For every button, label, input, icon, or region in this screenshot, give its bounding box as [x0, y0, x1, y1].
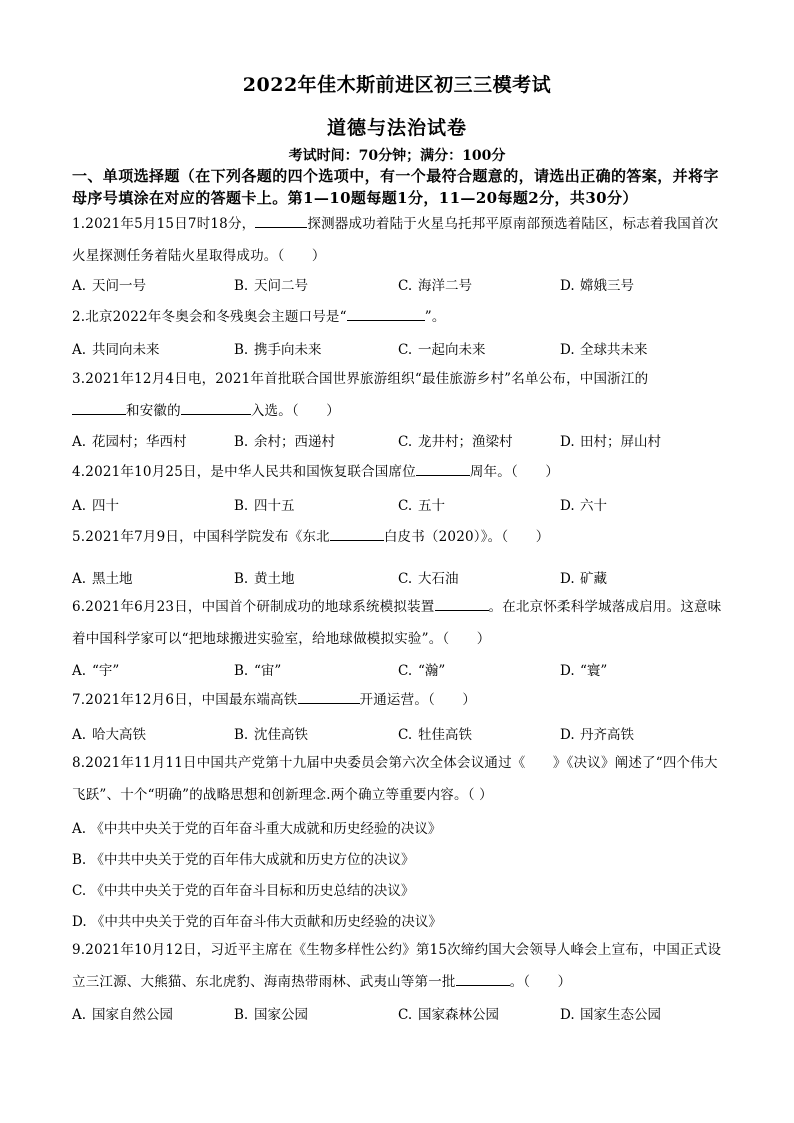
- question-9: [72, 934, 724, 998]
- question-text: 2021年7月9日，中国科学院发布《东北: [85, 529, 330, 545]
- answer-blank: [330, 526, 384, 541]
- question-5: [72, 521, 724, 553]
- option-b[interactable]: B. 国家公园: [234, 1007, 308, 1023]
- question-text: 和安徽的: [126, 403, 181, 419]
- option-d[interactable]: D. 嫦娥三号: [560, 278, 634, 294]
- question-text: 。（ ）: [509, 974, 572, 990]
- option-b[interactable]: B. 《中共中央关于党的百年伟大成就和历史方位的决议》: [72, 852, 415, 868]
- question-4: [72, 456, 724, 488]
- question-text: 2021年10月25日，是中华人民共和国恢复联合国席位: [85, 464, 416, 480]
- options-2: [72, 338, 724, 360]
- options-3: [72, 430, 724, 452]
- option-a[interactable]: A. 共同向未来: [72, 342, 160, 358]
- question-6: [72, 591, 724, 655]
- option-c[interactable]: C. 牡佳高铁: [398, 727, 472, 743]
- option-b[interactable]: B. 四十五: [234, 498, 295, 514]
- options-9: [72, 1003, 724, 1025]
- question-3: [72, 363, 724, 427]
- option-c[interactable]: C. 《中共中央关于党的百年奋斗目标和历史总结的决议》: [72, 883, 415, 899]
- exam-info: 考试时间：70分钟；满分：100分: [288, 148, 506, 164]
- option-d[interactable]: D. 《中共中央关于党的百年奋斗伟大贡献和历史经验的决议》: [72, 914, 442, 930]
- question-number: 4.: [72, 464, 86, 480]
- option-a[interactable]: A. 《中共中央关于党的百年奋斗重大成就和历史经验的决议》: [72, 821, 442, 837]
- question-number: 7.: [72, 692, 86, 708]
- option-a[interactable]: A. 四十: [72, 498, 119, 514]
- question-text: 白皮书（2020）》。（ ）: [383, 529, 550, 545]
- exam-subtitle: 道德与法治试卷: [326, 117, 467, 139]
- question-text: 2021年5月15日7时18分，: [85, 216, 256, 232]
- exam-title: 2022年佳木斯前进区初三三模考试: [242, 74, 552, 96]
- question-text: 2021年11月11日中国共产党第十九届中央委员会第六次全体会议通过《 》《决议》阐述了“四个伟大飞跃”、十个“明确”的战略思想和创新理念.两个确立等重要内容。（ ）: [72, 755, 718, 803]
- question-text: 探测器成功着陆于火星乌托邦平原南部预选着陆区，标志着我国首次火星探测任务着陆火星取得成功。（ ）: [72, 216, 719, 264]
- option-b[interactable]: B. 黄土地: [234, 571, 295, 587]
- option-d[interactable]: D. 矿藏: [560, 571, 607, 587]
- option-b[interactable]: B. “宙”: [234, 663, 282, 679]
- answer-blank: [456, 971, 510, 986]
- question-2: [72, 301, 724, 333]
- option-a[interactable]: A. 花园村；华西村: [72, 434, 187, 450]
- option-a[interactable]: A. 黑土地: [72, 571, 133, 587]
- question-text: 2021年6月23日，中国首个研制成功的地球系统模拟装置: [85, 599, 435, 615]
- answer-blank: [435, 596, 489, 611]
- answer-blank: [181, 400, 251, 415]
- option-c[interactable]: C. 一起向未来: [398, 342, 486, 358]
- question-7: [72, 684, 724, 716]
- question-8: [72, 747, 724, 811]
- options-6: [72, 659, 724, 681]
- question-text: 北京2022年冬奥会和冬残奥会主题口号是“: [85, 309, 347, 325]
- question-text: 周年。（ ）: [469, 464, 560, 480]
- option-a[interactable]: A. 国家自然公园: [72, 1007, 173, 1023]
- option-c[interactable]: C. 龙井村；渔梁村: [398, 434, 513, 450]
- option-c[interactable]: C. 海洋二号: [398, 278, 472, 294]
- option-c[interactable]: C. 国家森林公园: [398, 1007, 499, 1023]
- option-b[interactable]: B. 携手向未来: [234, 342, 322, 358]
- option-d[interactable]: D. 丹齐高铁: [560, 727, 634, 743]
- option-c[interactable]: C. 五十: [398, 498, 445, 514]
- question-text: 入选。（ ）: [250, 403, 340, 419]
- option-d[interactable]: D. 六十: [560, 498, 607, 514]
- question-number: 2.: [72, 309, 86, 325]
- option-d[interactable]: D. 田村；屏山村: [560, 434, 661, 450]
- options-1: [72, 274, 724, 296]
- options-7: [72, 723, 724, 745]
- option-d[interactable]: D. “寰”: [560, 663, 608, 679]
- question-text: ”。: [424, 309, 446, 325]
- question-text: 2021年10月12日，习近平主席在《生物多样性公约》第15次缔约国大会领导人峰会上宣布，中国正式设立三江源、大熊猫、东北虎豹、海南热带雨林、武夷山等第一批: [72, 942, 722, 990]
- answer-blank: [416, 461, 470, 476]
- question-number: 8.: [72, 755, 86, 771]
- answer-blank: [255, 213, 307, 228]
- question-text: 。在北京怀柔科学城落成启用。这意味着中国科学家可以“把地球搬进实验室，给地球做模拟实验”。（ ）: [72, 599, 722, 647]
- option-a[interactable]: A. 天问一号: [72, 278, 146, 294]
- section-heading: 一、单项选择题（在下列各题的四个选项中，有一个最符合题意的，请选出正确的答案，并将字母序号填涂在对应的答题卡上。第1—10题每题1分，11—20每题2分，共30分）: [72, 167, 719, 207]
- option-a[interactable]: A. “宇”: [72, 663, 120, 679]
- answer-blank: [298, 689, 360, 704]
- option-d[interactable]: D. 国家生态公园: [560, 1007, 661, 1023]
- option-c[interactable]: C. “瀚”: [398, 663, 446, 679]
- answer-blank: [72, 400, 126, 415]
- question-number: 5.: [72, 529, 86, 545]
- question-number: 6.: [72, 599, 86, 615]
- question-number: 1.: [72, 216, 86, 232]
- question-number: 3.: [72, 371, 86, 387]
- options-4: [72, 494, 724, 516]
- option-b[interactable]: B. 沈佳高铁: [234, 727, 308, 743]
- option-a[interactable]: A. 哈大高铁: [72, 727, 146, 743]
- option-c[interactable]: C. 大石油: [398, 571, 459, 587]
- options-5: [72, 567, 724, 589]
- option-b[interactable]: B. 余村；西递村: [234, 434, 335, 450]
- answer-blank: [347, 306, 425, 321]
- option-d[interactable]: D. 全球共未来: [560, 342, 648, 358]
- question-1: [72, 208, 724, 272]
- question-text: 开通运营。（ ）: [359, 692, 477, 708]
- option-b[interactable]: B. 天问二号: [234, 278, 308, 294]
- question-text: 2021年12月6日，中国最东端高铁: [85, 692, 298, 708]
- question-text: 2021年12月4日电，2021年首批联合国世界旅游组织“最佳旅游乡村”名单公布，中国浙江的: [85, 371, 649, 387]
- question-number: 9.: [72, 942, 86, 958]
